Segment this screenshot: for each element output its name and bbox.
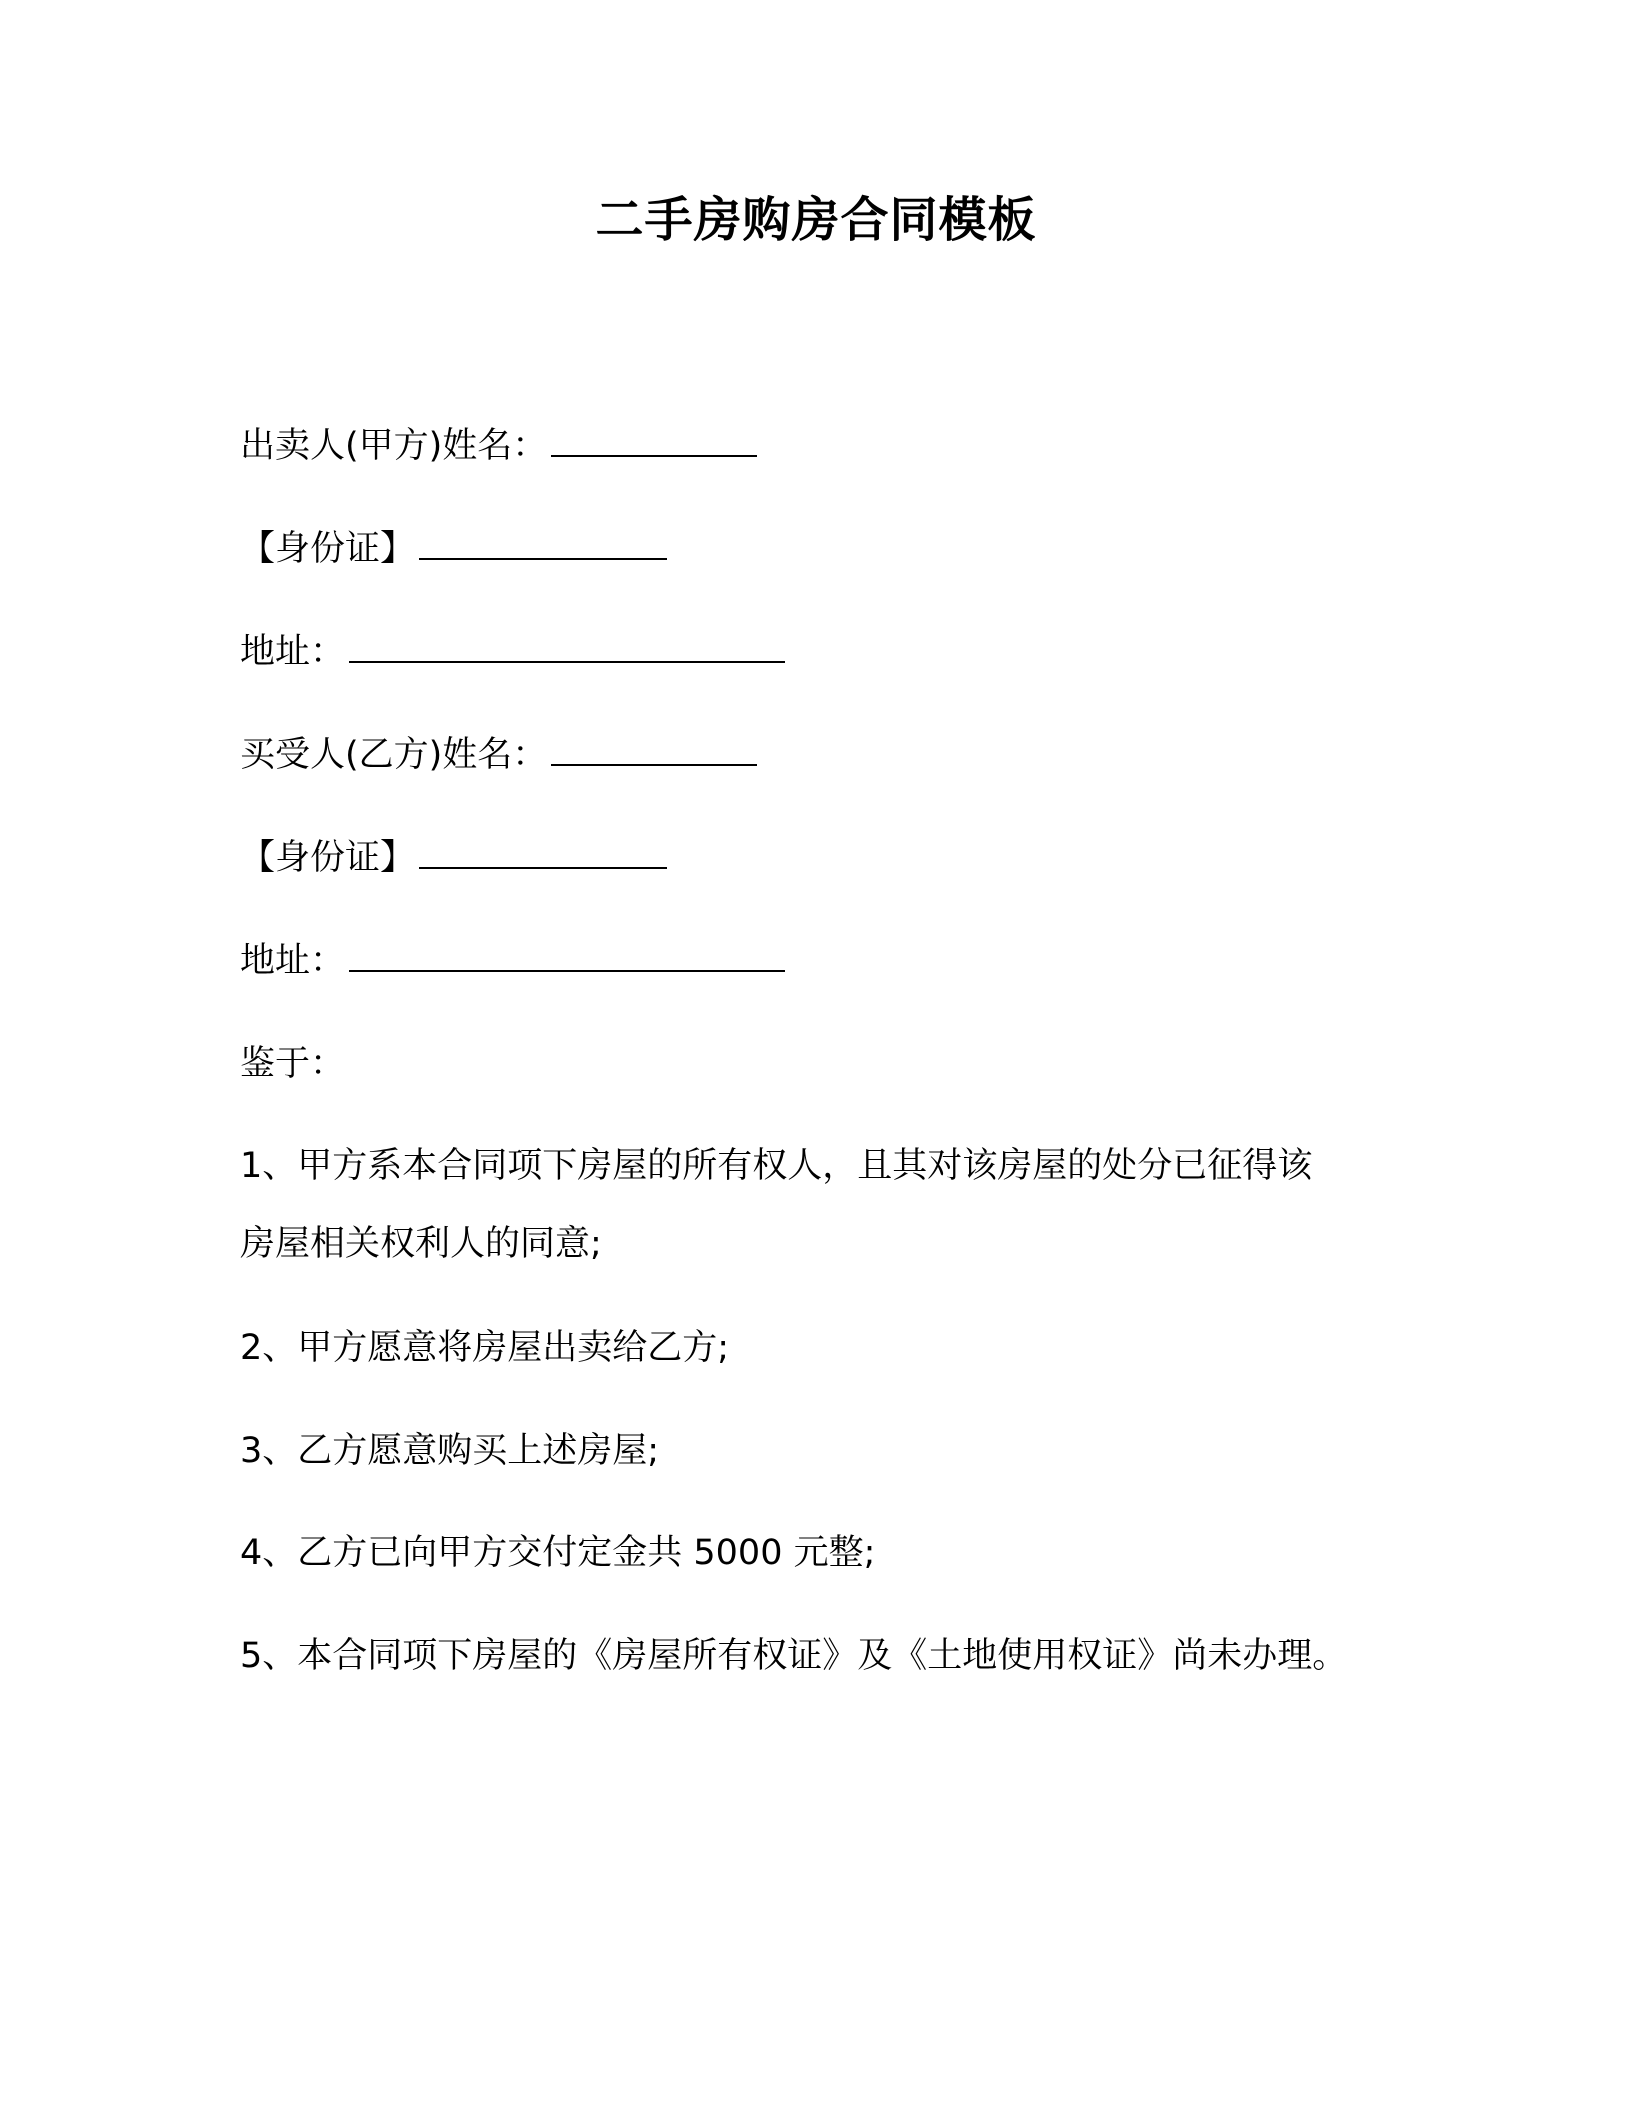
clause-4: 4、乙方已向甲方交付定金共 5000 元整; [240, 1533, 876, 1573]
buyer-name-line [240, 730, 757, 779]
seller-address-line [240, 627, 785, 676]
document-title: 二手房购房合同模板 [595, 192, 1037, 248]
seller-id-line [240, 524, 667, 573]
clause-5: 5、本合同项下房屋的《房屋所有权证》及《土地使用权证》尚未办理。 [240, 1636, 1348, 1676]
buyer-address-label: 地址： [240, 941, 346, 981]
buyer-name-blank[interactable] [551, 730, 757, 766]
clause-1-line-1: 1、甲方系本合同项下房屋的所有权人，且其对该房屋的处分已征得该 [240, 1146, 1313, 1186]
whereas-label: 鉴于： [240, 1044, 346, 1084]
buyer-address-line [240, 936, 785, 985]
seller-id-blank[interactable] [419, 524, 667, 560]
seller-address-blank[interactable] [349, 627, 785, 663]
seller-name-line [240, 421, 757, 470]
clause-2: 2、甲方愿意将房屋出卖给乙方; [240, 1328, 730, 1368]
clause-1-line-2: 房屋相关权利人的同意; [240, 1224, 602, 1264]
seller-address-label: 地址： [240, 632, 346, 672]
seller-name-blank[interactable] [551, 421, 757, 457]
seller-id-label: 【身份证】 [240, 529, 416, 569]
buyer-id-line [240, 833, 667, 882]
clause-3: 3、乙方愿意购买上述房屋; [240, 1431, 660, 1471]
buyer-address-blank[interactable] [349, 936, 785, 972]
buyer-id-label: 【身份证】 [240, 838, 416, 878]
buyer-name-label: 买受人(乙方)姓名： [240, 735, 548, 775]
seller-name-label: 出卖人(甲方)姓名： [240, 426, 548, 466]
buyer-id-blank[interactable] [419, 833, 667, 869]
